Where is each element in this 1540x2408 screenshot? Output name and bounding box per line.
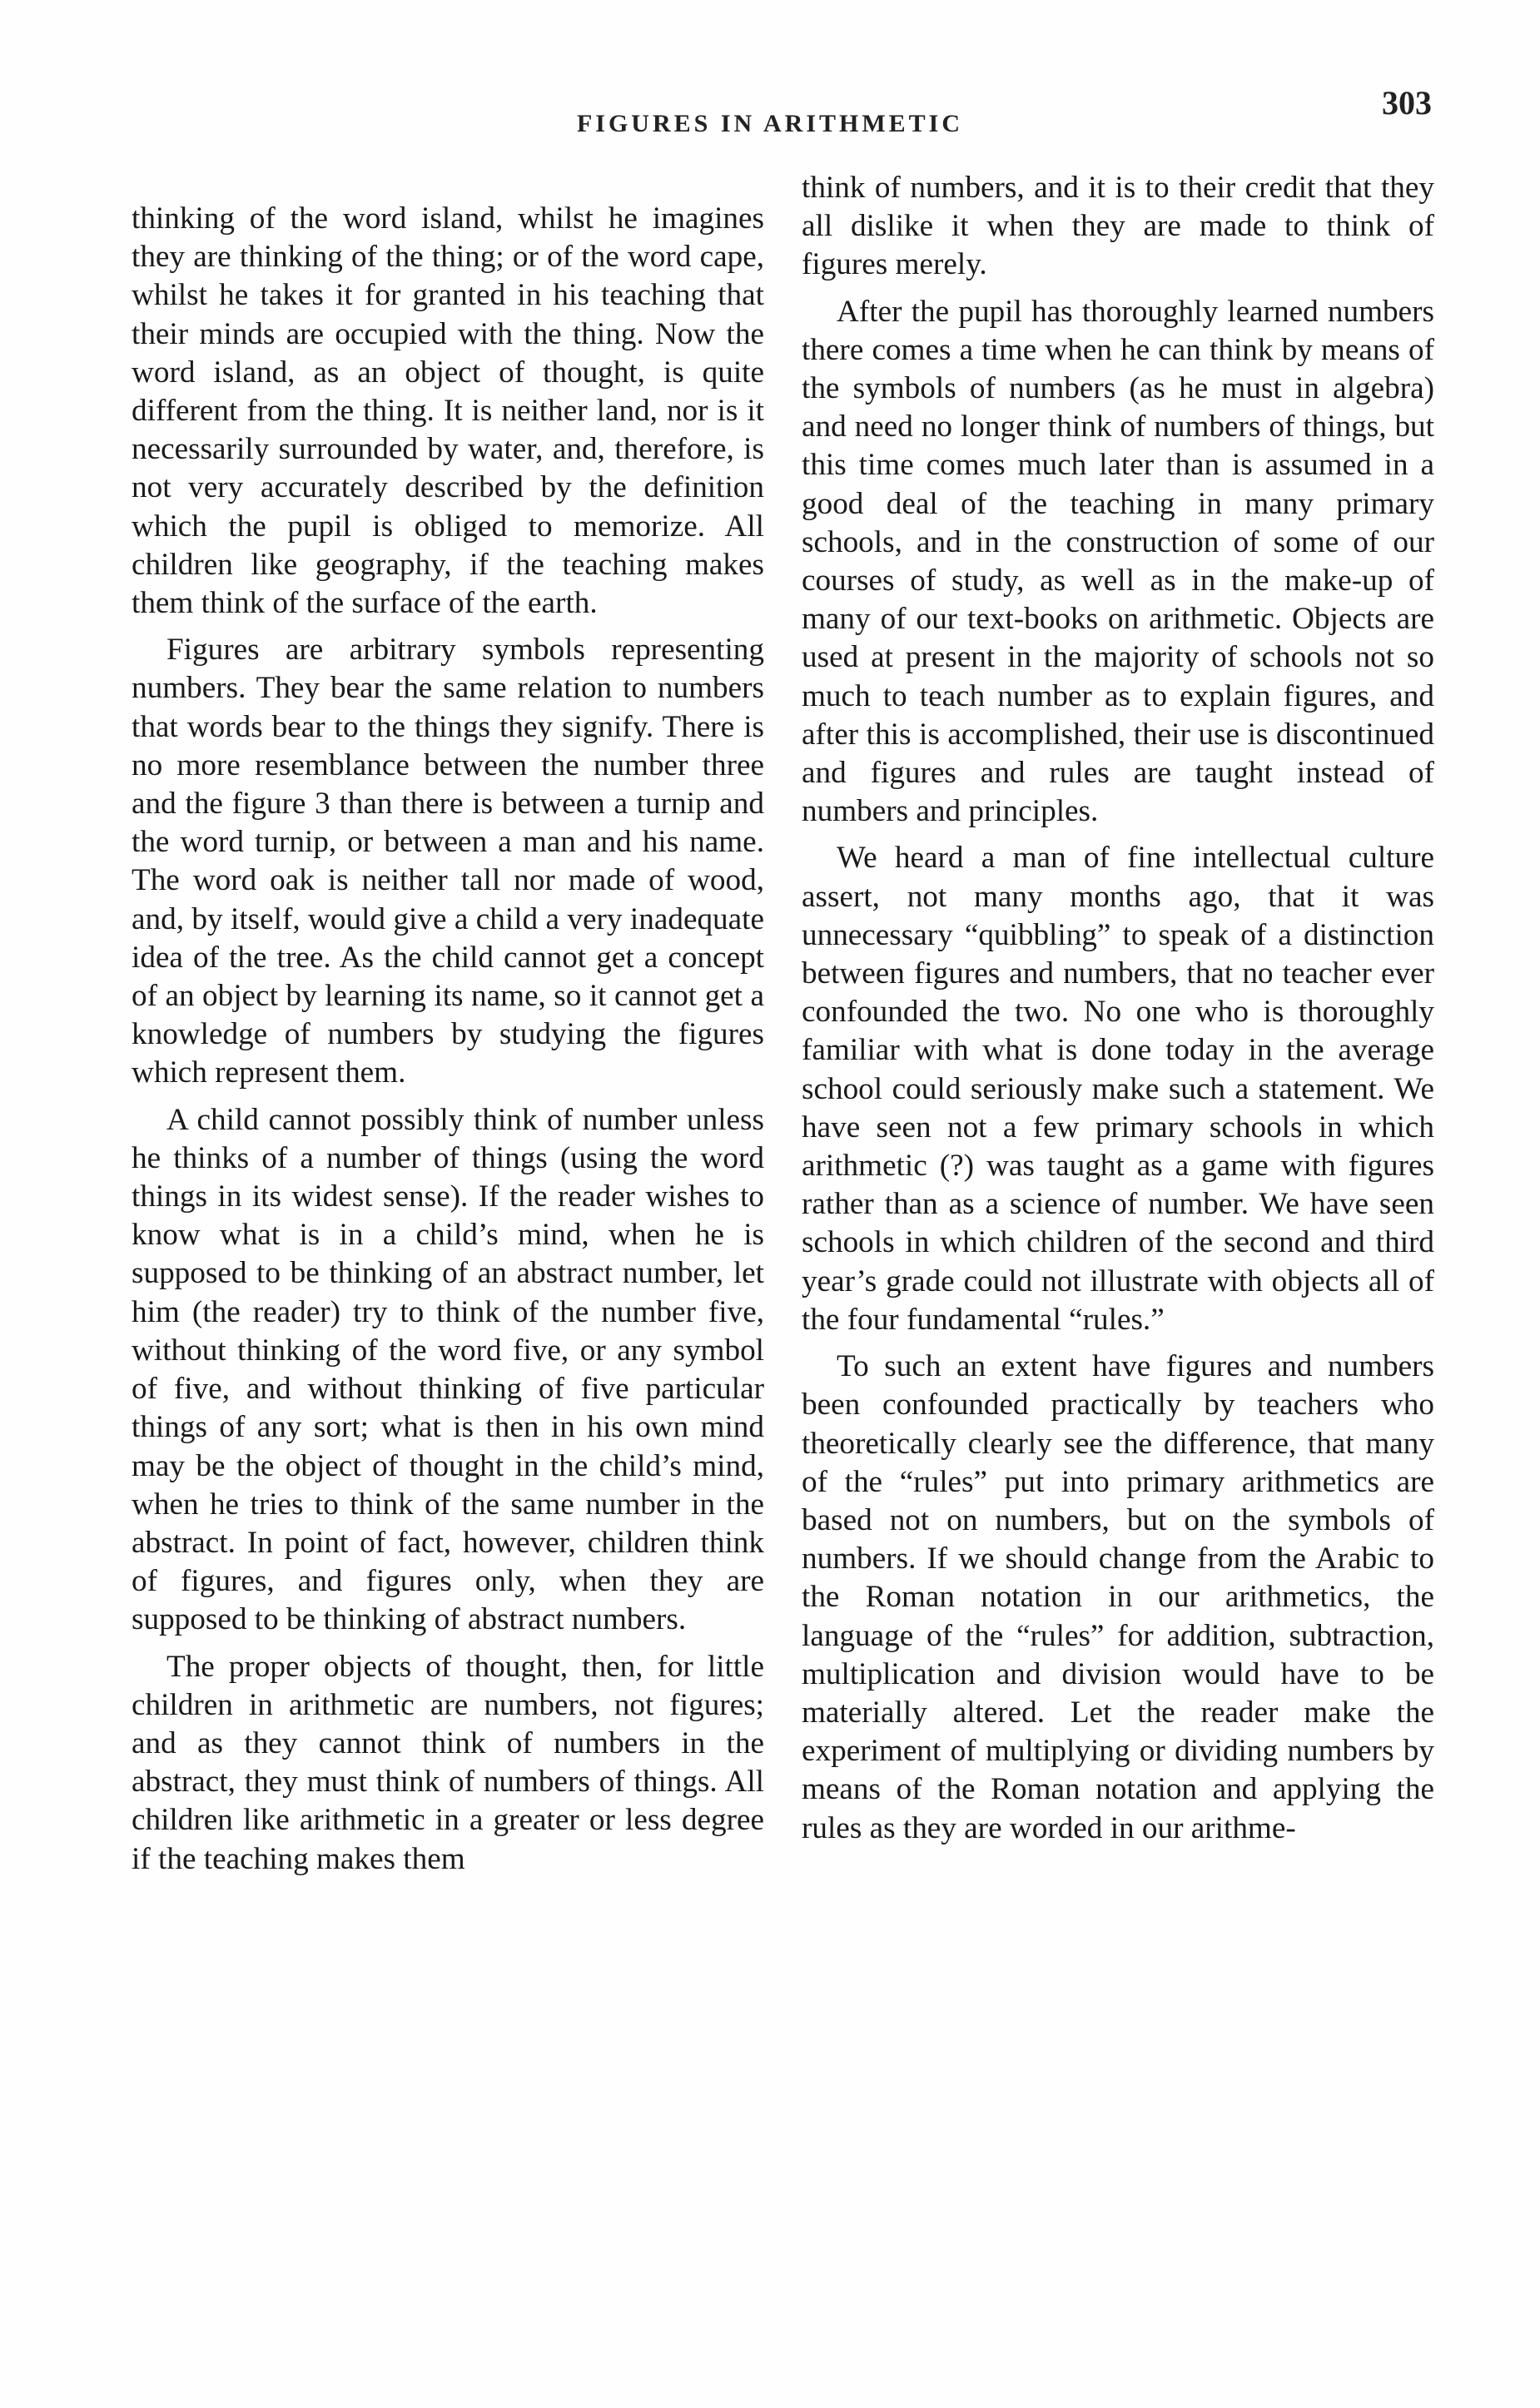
page-number: 303 <box>1382 84 1432 122</box>
left-paragraph-4: The proper objects of thought, then, for little children in arithmetic are numbers, not figures; and as they cannot think of numbers in the abstract, they must think of numbers of things. All children like arithmetic in a greater or less degree if the teaching makes them <box>132 1649 764 1876</box>
right-paragraph-3: We heard a man of fine intellectual culture assert, not many months ago, that it was unnecessary “quibbling” to speak of a distinction between figures and numbers, that no teacher ever confounded the two. No one who is thoroughly familiar with what is done today in the average school could seriously make such a statement. We have seen not a few primary schools in which arithmetic (?) was taught as a game with figures rather than as a science of number. We have seen schools in which children of the second and third year’s grade could not illustrate with objects all of the four fundamental “rules.” <box>802 841 1434 1337</box>
running-title: FIGURES IN ARITHMETIC <box>576 110 964 137</box>
right-column <box>802 169 1434 1856</box>
right-paragraph-1: think of numbers, and it is to their credit that they all dislike it when they are made to think of figures merely. <box>802 171 1434 282</box>
right-paragraph-2: After the pupil has thoroughly learned numbers there comes a time when he can think by means of the symbols of numbers (as he must in algebra) and need no longer think of numbers of things, but this time comes much later than is assumed in a good deal of the teaching in many primary schools, and in the construction of some of our courses of study, as well as in the make-up of many of our text-books on arithmetic. Objects are used at present in the majority of schools not so much to teach number as to explain figures, and after this is accomplished, their use is discontinued and figures and rules are taught instead of numbers and principles. <box>802 294 1434 829</box>
left-paragraph-1: thinking of the word island, whilst he imagines they are thinking of the thing; or of the word cape, whilst he takes it for granted in his teaching that their minds are occupied with the thing. Now the word island, as an object of thought, is quite different from the thing. It is neither land, nor is it necessarily surrounded by water, and, therefore, is not very accurately described by the definition which the pupil is obliged to memorize. All children like geography, if the teaching makes them think of the surface of the earth. <box>132 201 764 621</box>
left-column <box>132 200 764 1887</box>
right-paragraph-4: To such an extent have figures and numbers been confounded practically by teachers who theoretically clearly see the difference, that many of the “rules” put into primary arithmetics are based not on numbers, but on the symbols of numbers. If we should change from the Arabic to the Roman notation in our arithmetics, the language of the “rules” for addition, subtraction, multiplication and division would have to be materially altered. Let the reader make the experiment of multiplying or dividing numbers by means of the Roman notation and applying the rules as they are worded in our arithme- <box>802 1349 1434 1845</box>
left-paragraph-3: A child cannot possibly think of number unless he thinks of a number of things (using the word things in its widest sense). If the reader wishes to know what is in a child’s mind, when he is supposed to be thinking of an abstract number, let him (the reader) try to think of the number five, without thinking of the word five, or any symbol of five, and without thinking of five particular things of any sort; what is then in his own mind may be the object of thought in the child’s mind, when he tries to think of the same number in the abstract. In point of fact, however, children think of figures, and figures only, when they are supposed to be thinking of abstract numbers. <box>132 1102 764 1637</box>
left-paragraph-2: Figures are arbitrary symbols representing numbers. They bear the same relation to numbers that words bear to the things they signify. There is no more resemblance between the number three and the figure 3 than there is between a turnip and the word turnip, or between a man and his name. The word oak is neither tall nor made of wood, and, by itself, would give a child a very inadequate idea of the tree. As the child cannot get a concept of an object by learning its name, so it cannot get a knowledge of numbers by studying the figures which represent them. <box>132 633 764 1090</box>
